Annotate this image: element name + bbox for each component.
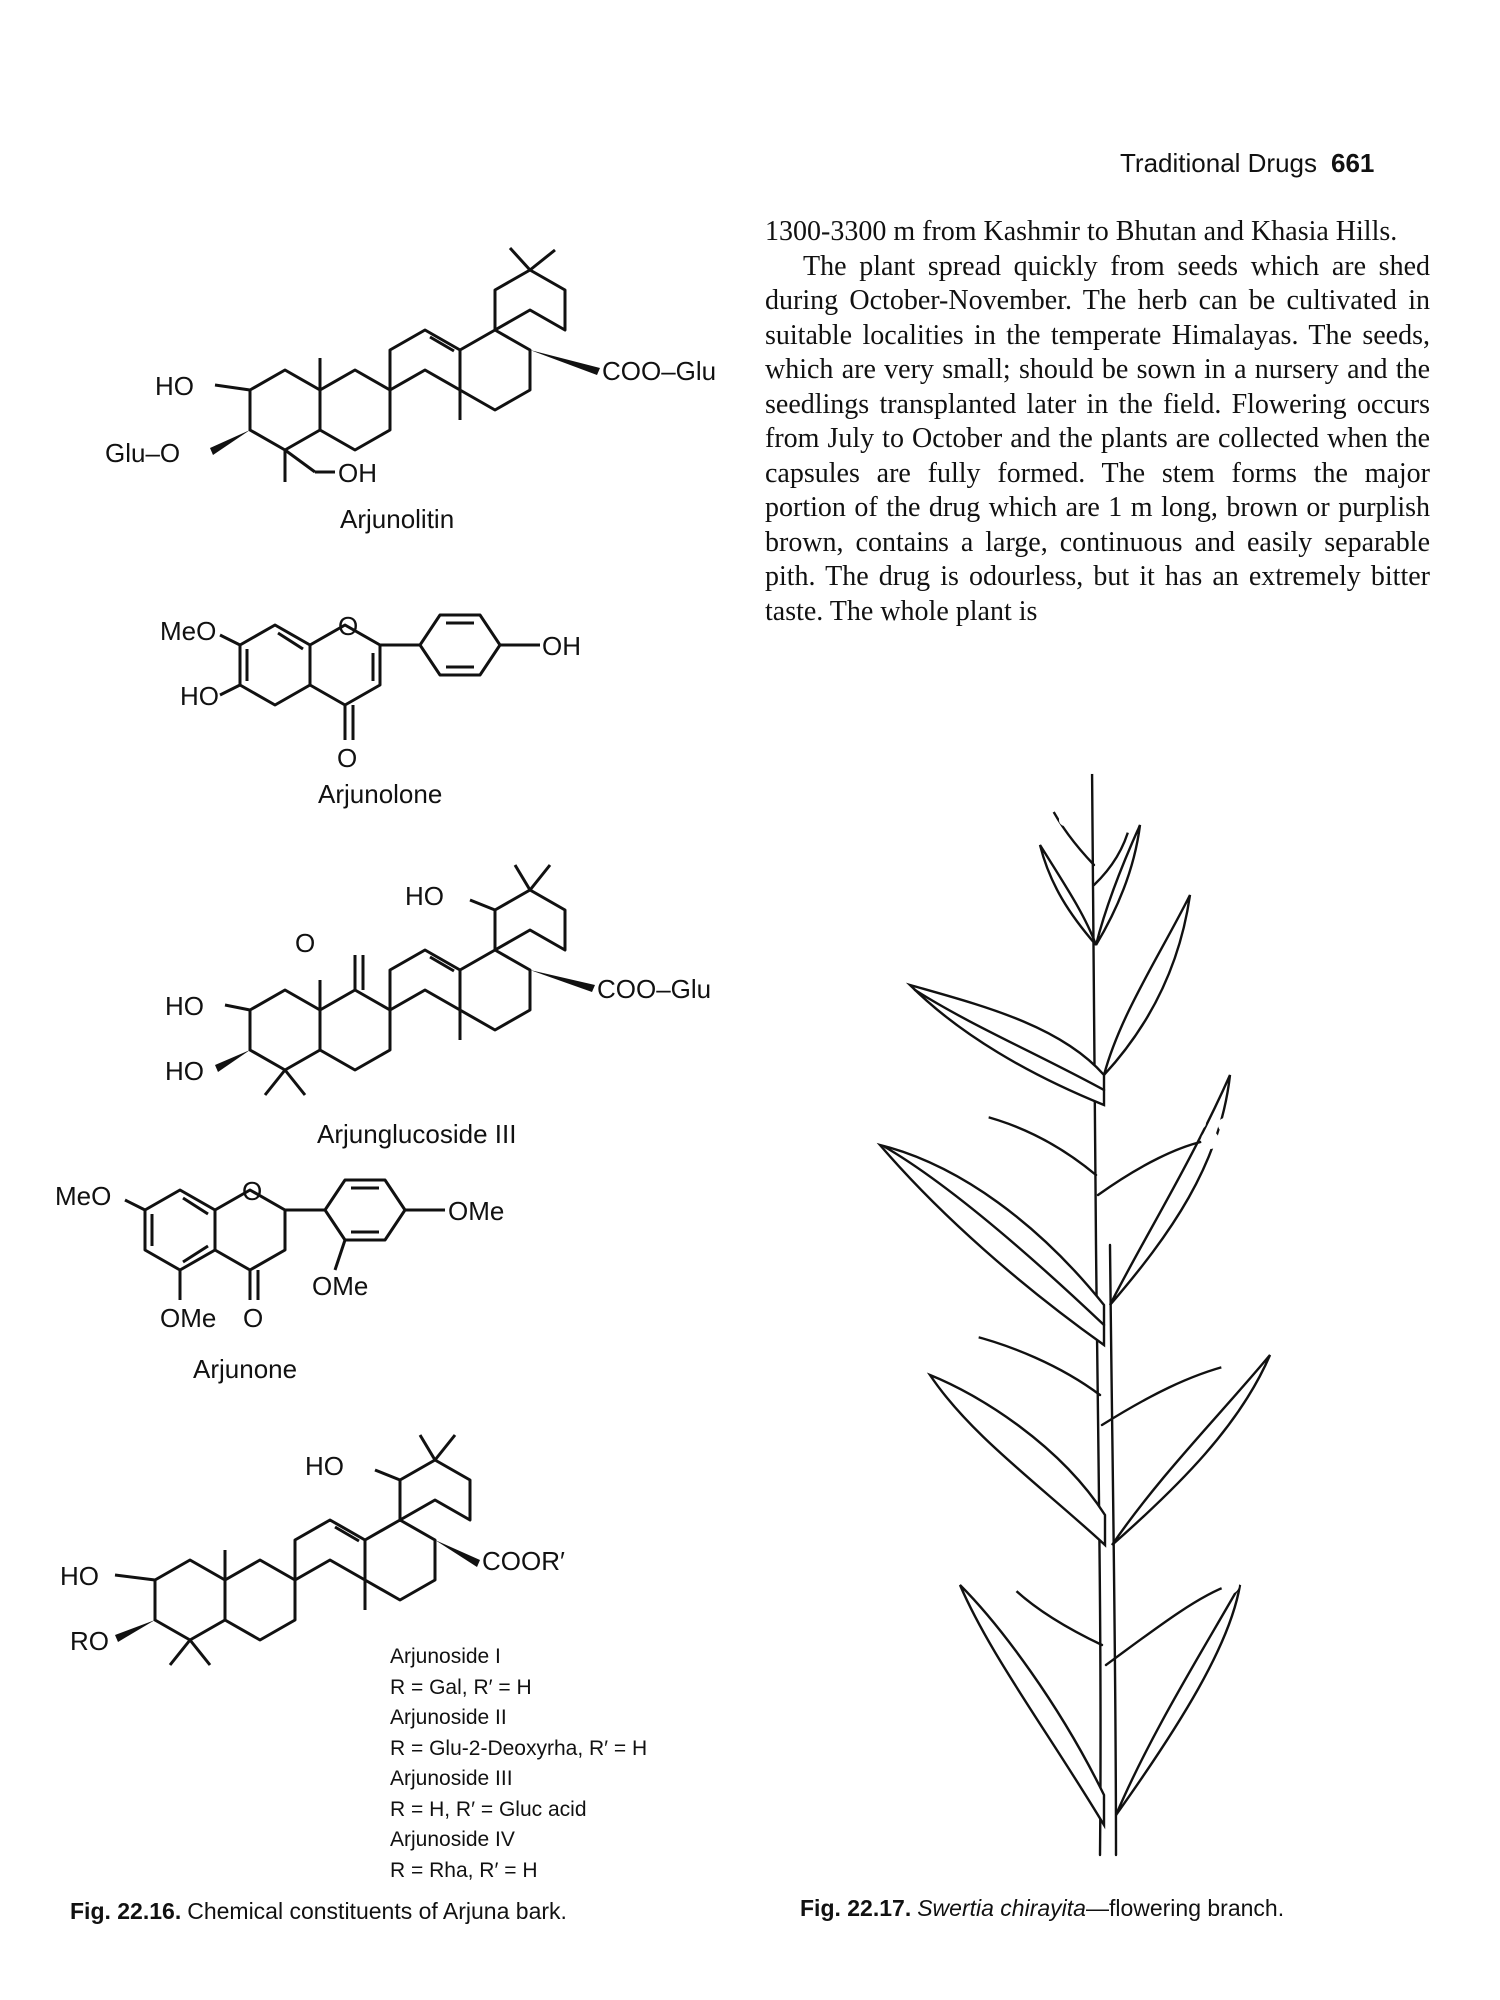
flower-cluster <box>1042 756 1138 833</box>
label-ro: RO <box>70 1626 109 1656</box>
ring-d <box>460 330 530 410</box>
label-o-keto: O <box>295 928 316 958</box>
arjunolitin-structure <box>100 210 720 540</box>
label-ho-2: HO <box>165 991 204 1021</box>
ring-a <box>145 1190 215 1270</box>
label-coo-glu: COO–Glu <box>597 974 712 1004</box>
label-ho-2: HO <box>60 1561 99 1591</box>
label-ho-3: HO <box>165 1056 204 1086</box>
label-ho-top: HO <box>405 881 444 911</box>
flower-cluster <box>988 1484 1281 1594</box>
label-meo: MeO <box>55 1181 112 1211</box>
leaf <box>960 1585 1104 1825</box>
variant-name-3: Arjunoside III <box>390 1767 513 1790</box>
label-o-keto: O <box>243 1303 264 1333</box>
arjunglucoside-iii-structure <box>155 840 712 1150</box>
figure-22-17-number: Fig. 22.17. <box>800 1895 912 1921</box>
ring-e <box>495 270 565 330</box>
ring-b <box>320 990 390 1070</box>
label-coor: COOR′ <box>482 1546 565 1576</box>
leaf <box>1104 895 1190 1075</box>
leaf <box>910 985 1104 1105</box>
variant-name-2: Arjunoside II <box>390 1706 507 1729</box>
page-number: 661 <box>1331 148 1375 178</box>
ring-a <box>240 625 310 705</box>
swertia-chirayita-illustration <box>860 745 1420 1865</box>
figure-22-16-text: Chemical constituents of Arjuna bark. <box>187 1898 567 1924</box>
leaf <box>1116 1585 1240 1815</box>
ring-e <box>495 890 565 950</box>
label-coo-glu: COO–Glu <box>602 356 717 386</box>
leaf <box>1096 825 1140 945</box>
leaf <box>930 1375 1105 1545</box>
ring-b <box>225 1560 295 1640</box>
figure-22-16-caption <box>70 1898 567 1925</box>
ring-a <box>250 990 320 1070</box>
ring-a <box>250 370 320 450</box>
label-o-ring: O <box>338 611 359 641</box>
leaf <box>1110 1075 1230 1305</box>
ring-c <box>390 950 460 1010</box>
ring-b <box>320 370 390 450</box>
arjunoside-structure <box>60 1415 565 1665</box>
figure-22-17-text: —flowering branch. <box>1085 1895 1285 1921</box>
leaf <box>880 1145 1104 1345</box>
ring-d <box>460 950 530 1030</box>
variant-substituents-3: R = H, R′ = Gluc acid <box>390 1797 587 1821</box>
leaf <box>1112 1355 1270 1545</box>
label-ho-top: HO <box>305 1451 344 1481</box>
arjunolone-structure <box>150 605 630 815</box>
variant-name-4: Arjunoside IV <box>390 1828 515 1851</box>
ring-a <box>155 1560 225 1640</box>
figure-22-17-caption <box>800 1895 1284 1922</box>
variant-substituents-1: R = Gal, R′ = H <box>390 1675 532 1699</box>
variant-substituents-4: R = Rha, R′ = H <box>390 1858 538 1882</box>
figure-22-17-species: Swertia chirayita <box>917 1895 1086 1921</box>
caption-arjunolitin: Arjunolitin <box>340 504 455 534</box>
ring-d <box>365 1520 435 1600</box>
body-text <box>765 215 1430 629</box>
label-glu-o: Glu–O <box>105 438 181 468</box>
caption-arjunone: Arjunone <box>193 1354 298 1384</box>
leaf <box>1040 845 1096 945</box>
ring-c <box>390 330 460 390</box>
label-ome-ortho: OMe <box>312 1271 369 1301</box>
variant-substituents-2: R = Glu-2-Deoxyrha, R′ = H <box>390 1736 648 1760</box>
ring-e <box>400 1460 470 1520</box>
label-ho: HO <box>180 681 219 711</box>
paragraph-1: 1300-3300 m from Kashmir to Bhutan and Khasia Hills. <box>765 216 1398 247</box>
caption-arjunglucoside-iii: Arjunglucoside III <box>317 1119 517 1149</box>
ring-c <box>295 1520 365 1580</box>
label-ome-right: OMe <box>448 1196 505 1226</box>
paragraph-2: The plant spread quickly from seeds which are shed during October-November. The herb can be cultivated in suitable localities in the temperate Himalayas. The seeds, which are very small; should be sown in a nursery and the seedlings transplanted later in the field. Flowering occurs from July to October and the plants are collected when the capsules are fully formed. The stem forms the major portion of the drug which are 1 m long, brown or purplish brown, contains a large, continuous and easily separable pith. The drug is odourless, but it has an extremely bitter taste. The whole plant is <box>765 250 1430 627</box>
label-meo: MeO <box>160 616 217 646</box>
label-oh: OH <box>542 631 581 661</box>
variant-name-1: Arjunoside I <box>390 1645 501 1668</box>
running-head-title: Traditional Drugs <box>1120 148 1318 178</box>
running-head <box>1120 148 1374 179</box>
label-oh: OH <box>338 458 377 488</box>
figure-22-16-number: Fig. 22.16. <box>70 1898 182 1924</box>
label-o-keto: O <box>337 743 358 773</box>
label-ome-bottom: OMe <box>160 1303 217 1333</box>
label-ho: HO <box>155 371 194 401</box>
arjunone-structure <box>50 1176 550 1395</box>
arjunoside-variants <box>390 1642 647 1886</box>
label-o-ring: O <box>242 1176 263 1206</box>
caption-arjunolone: Arjunolone <box>318 779 443 809</box>
